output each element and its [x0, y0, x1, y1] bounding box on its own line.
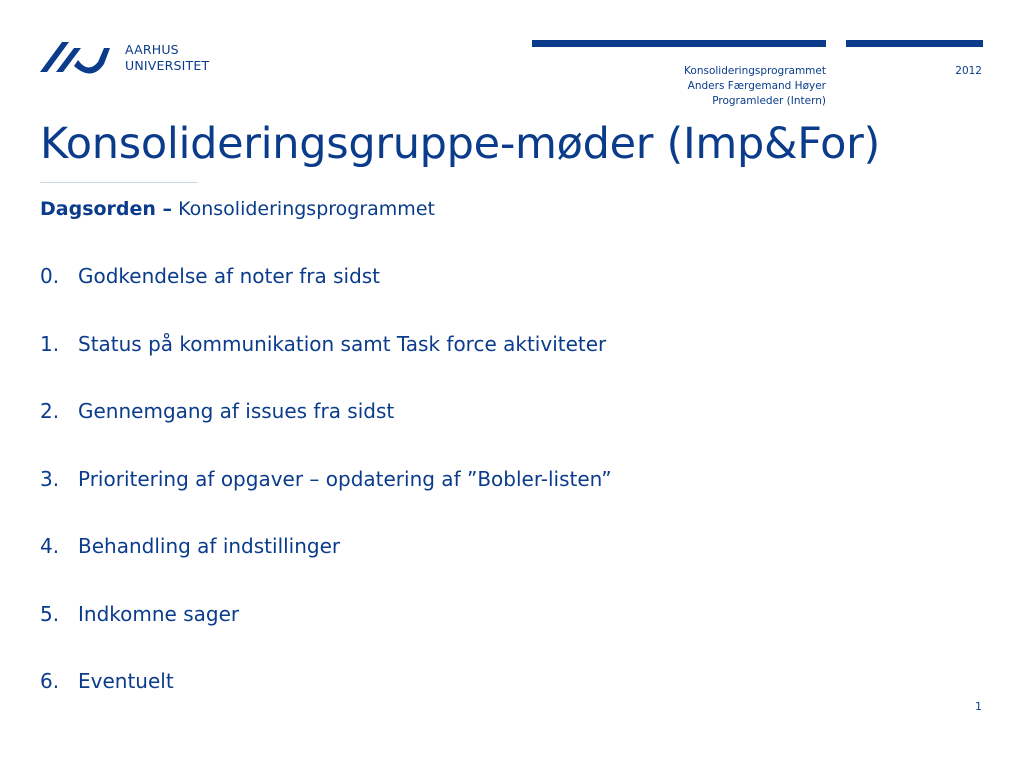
agenda-item-text: Indkomne sager	[78, 601, 240, 626]
university-name-line2: UNIVERSITET	[125, 58, 210, 73]
agenda-item	[40, 532, 612, 600]
university-name-line1: AARHUS	[125, 42, 179, 57]
agenda-item-text: Gennemgang af issues fra sidst	[78, 399, 395, 423]
agenda-item-number: 4.	[40, 534, 60, 558]
university-name	[125, 42, 209, 74]
header-bar-right	[846, 40, 983, 47]
agenda-subheading-bold: Dagsorden –	[40, 198, 173, 220]
header-program: Konsolideringsprogrammet	[684, 65, 826, 77]
header-bar-left	[532, 40, 826, 47]
agenda-item-text: Prioritering af opgaver – opdatering af ”Bobler-listen”	[78, 466, 612, 491]
agenda-item	[40, 600, 612, 668]
agenda-item	[40, 667, 612, 735]
agenda-item-number: 2.	[40, 399, 60, 423]
agenda-list	[40, 262, 612, 735]
agenda-item-number: 1.	[40, 331, 60, 356]
agenda-item-number: 6.	[40, 669, 60, 693]
agenda-item-text: Behandling af indstillinger	[78, 534, 341, 558]
agenda-item-text: Eventuelt	[78, 669, 174, 693]
header-year: 2012	[955, 65, 982, 77]
agenda-item	[40, 465, 612, 533]
agenda-item-number: 3.	[40, 466, 60, 491]
agenda-subheading-rest: Konsolideringsprogrammet	[172, 198, 435, 220]
header-author: Anders Færgemand Høyer	[687, 80, 826, 92]
header-info	[684, 64, 826, 109]
title-divider	[40, 182, 198, 183]
page-number: 1	[975, 700, 982, 713]
agenda-item-text: Godkendelse af noter fra sidst	[78, 264, 381, 288]
agenda-item-text: Status på kommunikation samt Task force aktiviteter	[78, 331, 607, 356]
agenda-subheading	[40, 196, 435, 222]
agenda-item	[40, 397, 612, 465]
university-seal-icon	[40, 40, 110, 76]
agenda-item	[40, 330, 612, 398]
agenda-item-number: 0.	[40, 264, 60, 288]
slide-title: Konsolideringsgruppe-møder (Imp&For)	[40, 119, 880, 169]
agenda-item	[40, 262, 612, 330]
agenda-item-number: 5.	[40, 601, 60, 626]
aarhus-university-logo	[40, 40, 110, 76]
header-role: Programleder (Intern)	[712, 95, 826, 107]
